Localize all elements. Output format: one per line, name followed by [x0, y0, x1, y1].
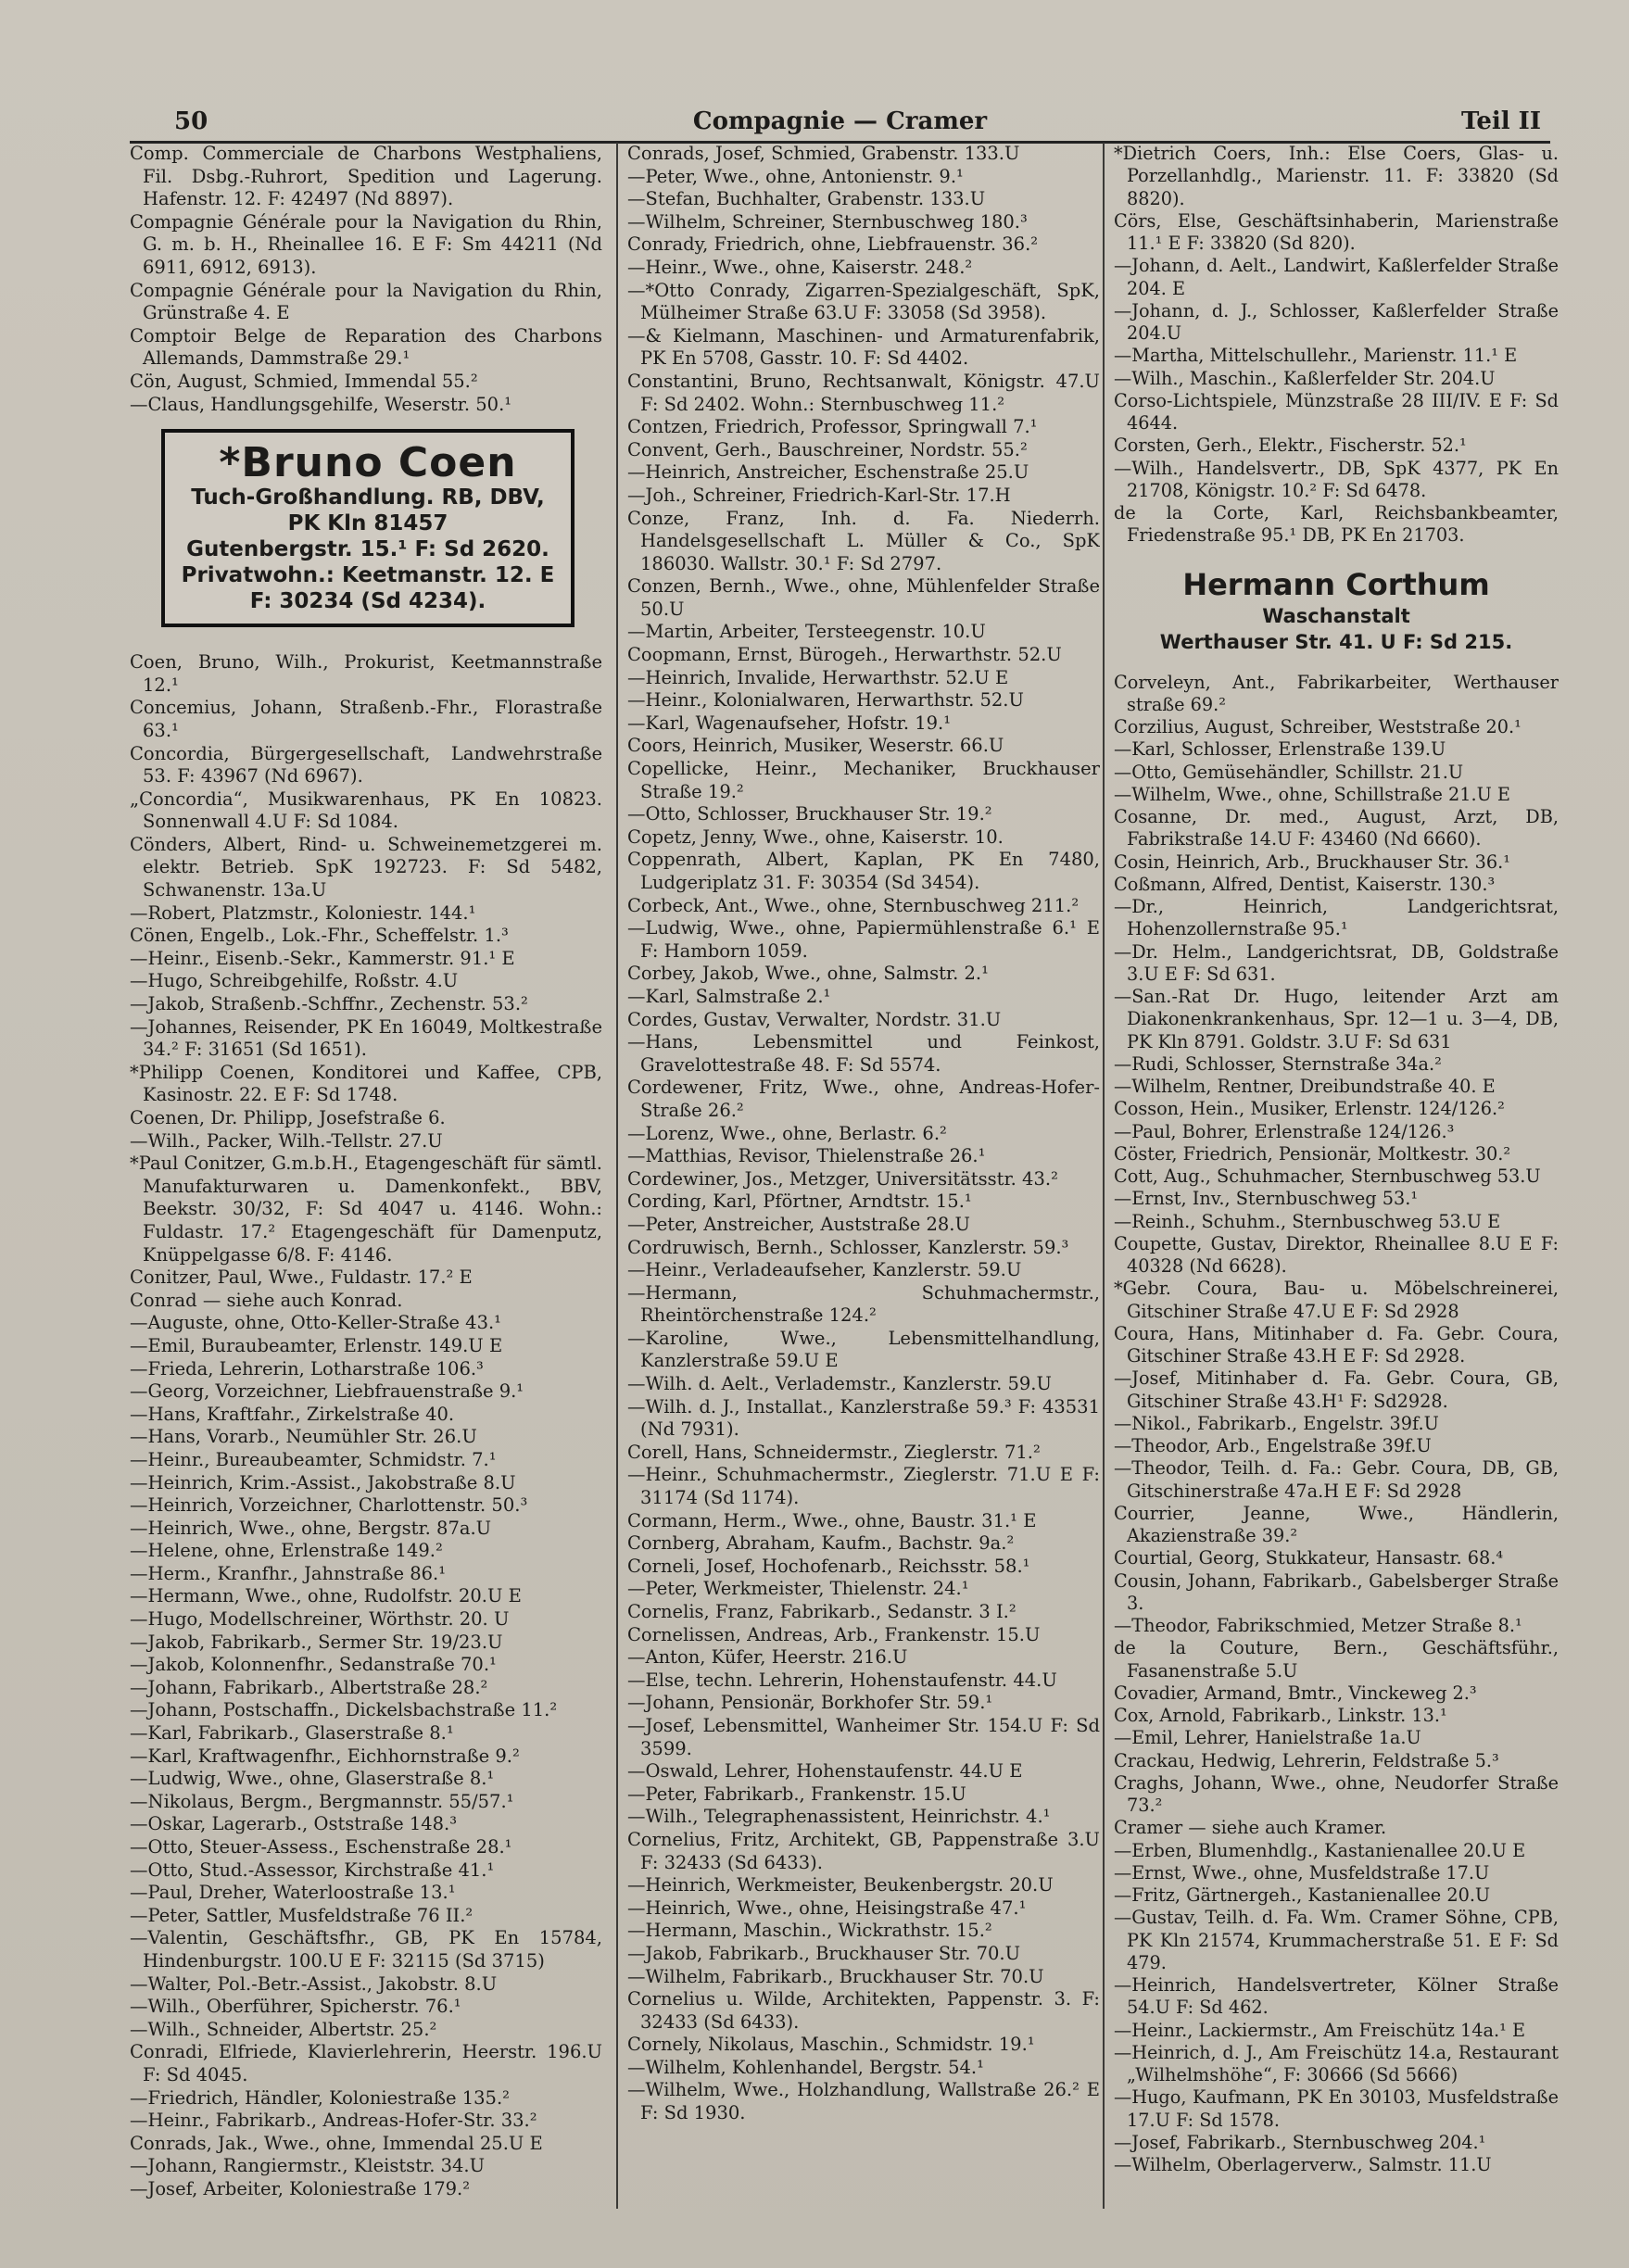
directory-entry: —Jakob, Fabrikarb., Sermer Str. 19/23.U: [130, 1631, 503, 1653]
directory-entry: —Wilh. d. Aelt., Verlademstr., Kanzlerstr. 59.U: [627, 1373, 1052, 1395]
directory-entry: —Reinh., Schuhm., Sternbuschweg 53.U E: [1114, 1210, 1501, 1232]
directory-entry: —Wilh., Oberführer, Spicherstr. 76.¹: [130, 1996, 461, 2018]
directory-entry: Cordewener, Fritz, Wwe., ohne, Andreas-Hofer-Straße 26.²: [627, 1077, 1100, 1121]
directory-entry: Concordia, Bürgergesellschaft, Landwehrstraße 53. F: 43967 (Nd 6967).: [130, 742, 602, 788]
directory-entry: —Wilhelm, Rentner, Dreibundstraße 40. E: [1114, 1076, 1496, 1097]
directory-entry: —Oskar, Lagerarb., Oststraße 148.³: [130, 1813, 458, 1835]
directory-entry: Coopmann, Ernst, Bürogeh., Herwarthstr. 52.U: [627, 644, 1062, 666]
directory-entry: Conrads, Jak., Wwe., ohne, Immendal 25.U E: [130, 2132, 543, 2154]
directory-entry: —Friedrich, Händler, Koloniestraße 135.²: [130, 2086, 510, 2109]
directory-entry: —Lorenz, Wwe., ohne, Berlastr. 6.²: [627, 1122, 947, 1144]
directory-entry: —Otto, Gemüsehändler, Schillstr. 21.U: [1114, 761, 1464, 783]
directory-entry: Cosanne, Dr. med., August, Arzt, DB, Fabrikstraße 14.U F: 43460 (Nd 6660).: [1114, 806, 1559, 850]
directory-entry: Cormann, Herm., Wwe., ohne, Baustr. 31.¹ E: [627, 1509, 1037, 1531]
page-number: 50: [174, 107, 208, 135]
directory-entry: —Josef, Fabrikarb., Sternbuschweg 204.¹: [1114, 2131, 1486, 2153]
directory-entry: —*Otto Conrady, Zigarren-Spezialgeschäft, SpK, Mülheimer Straße 63.U F: 33058 (Sd 3958).: [627, 279, 1100, 324]
directory-entry: Cornberg, Abraham, Kaufm., Bachstr. 9a.²: [627, 1532, 1015, 1555]
directory-entry: Cornelius u. Wilde, Architekten, Pappenstr. 3. F: 32433 (Sd 6433).: [627, 1988, 1100, 2033]
directory-entry: *Philipp Coenen, Konditorei und Kaffee, CPB, Kasinostr. 22. E F: Sd 1748.: [130, 1061, 602, 1106]
directory-entry: *Dietrich Coers, Inh.: Else Coers, Glas- u. Porzellanhdlg., Marienstr. 11. F: 33820 (Sd 8820).: [1114, 143, 1559, 209]
hermann-corthum-advertisement: [1114, 566, 1559, 655]
running-header: [130, 104, 1550, 144]
directory-entry: —Johann, Postschaffn., Dickelsbachstraße 11.²: [130, 1699, 558, 1721]
directory-entry: Constantini, Bruno, Rechtsanwalt, Königstr. 47.U F: Sd 2402. Wohn.: Sternbuschweg 11.²: [627, 370, 1100, 415]
directory-entry: —Karl, Fabrikarb., Glaserstraße 8.¹: [130, 1722, 454, 1745]
column-3: [1103, 143, 1559, 2209]
directory-entry: —Wilh., Maschin., Kaßlerfelder Str. 204.U: [1114, 367, 1496, 389]
directory-entry: —Karl, Kraftwagenfhr., Eichhornstraße 9.²: [130, 1745, 520, 1767]
directory-entry: —Otto, Stud.-Assessor, Kirchstraße 41.¹: [130, 1858, 495, 1881]
directory-entry: —Heinrich, Werkmeister, Beukenbergstr. 20.U: [627, 1874, 1054, 1896]
directory-entry: Coppenrath, Albert, Kaplan, PK En 7480, Ludgeriplatz 31. F: 30354 (Sd 3454).: [627, 849, 1100, 893]
directory-entry: —Heinr., Lackiermstr., Am Freischütz 14a.¹ E: [1114, 2019, 1526, 2041]
directory-entry: —Heinr., Wwe., ohne, Kaiserstr. 248.²: [627, 256, 973, 278]
directory-entry: —Peter, Werkmeister, Thielenstr. 24.¹: [627, 1578, 969, 1600]
directory-entry: —Fritz, Gärtnergeh., Kastanienallee 20.U: [1114, 1884, 1491, 1906]
directory-entry: Contzen, Friedrich, Professor, Springwall 7.¹: [627, 416, 1038, 438]
directory-entry: Corsten, Gerh., Elektr., Fischerstr. 52.¹: [1114, 435, 1467, 457]
directory-entry: —Martha, Mittelschullehr., Marienstr. 11.¹ E: [1114, 345, 1518, 367]
directory-entry: Cönen, Engelb., Lok.-Fhr., Scheffelstr. 1.³: [130, 925, 509, 947]
directory-entry: —Heinrich, Handelsvertreter, Kölner Straße 54.U F: Sd 462.: [1114, 1974, 1559, 2019]
directory-entry: —Hans, Lebensmittel und Feinkost, Gravelottestraße 48. F: Sd 5574.: [627, 1031, 1100, 1076]
directory-entry: —Wilhelm, Schreiner, Sternbuschweg 180.³: [627, 210, 1028, 233]
directory-entry: —Johannes, Reisender, PK En 16049, Moltkestraße 34.² F: 31651 (Sd 1651).: [130, 1015, 602, 1061]
directory-entry: —Gustav, Teilh. d. Fa. Wm. Cramer Söhne, CPB, PK Kln 21574, Krummacherstraße 51. E F: Sd 479.: [1114, 1907, 1559, 1973]
directory-entry: —Walter, Pol.-Betr.-Assist., Jakobstr. 8.U: [130, 1972, 498, 1995]
directory-entry: —Peter, Sattler, Musfeldstraße 76 II.²: [130, 1904, 474, 1926]
directory-entry: Conrads, Josef, Schmied, Grabenstr. 133.U: [627, 143, 1020, 164]
directory-entry: —Emil, Lehrer, Hanielstraße 1a.U: [1114, 1727, 1421, 1749]
directory-entry: —Wilhelm, Kohlenhandel, Bergstr. 54.¹: [627, 2056, 984, 2078]
directory-entry: —Wilh., Schneider, Albertstr. 25.²: [130, 2018, 437, 2040]
directory-entry: Cornelis, Franz, Fabrikarb., Sedanstr. 3 I.²: [627, 1601, 1017, 1622]
ad-title: *Bruno Coen: [219, 439, 517, 487]
directory-entry: —Helene, ohne, Erlenstraße 149.²: [130, 1540, 443, 1562]
directory-entry: —Johann, Rangiermstr., Kleiststr. 34.U: [130, 2155, 486, 2177]
directory-entry: —Herm., Kranfhr., Jahnstraße 86.¹: [130, 1562, 447, 1584]
directory-entry: Coen, Bruno, Wilh., Prokurist, Keetmannstraße 12.¹: [130, 651, 602, 696]
directory-entry: de la Corte, Karl, Reichsbankbeamter, Friedenstraße 95.¹ DB, PK En 21703.: [1114, 502, 1559, 547]
directory-entry: Corveleyn, Ant., Fabrikarbeiter, Werthauser straße 69.²: [1114, 671, 1559, 715]
directory-entry: —Peter, Wwe., ohne, Antonienstr. 9.¹: [627, 165, 964, 187]
directory-entry: —Heinrich, Wwe., ohne, Bergstr. 87a.U: [130, 1517, 492, 1539]
directory-entry: Conze, Franz, Inh. d. Fa. Niederrh. Handelsgesellschaft L. Müller & Co., SpK 186030. Wallstr. 30.¹ F: Sd 2797.: [627, 507, 1100, 574]
directory-entry: —Hans, Kraftfahr., Zirkelstraße 40.: [130, 1403, 455, 1425]
directory-entry: —Nikol., Fabrikarb., Engelstr. 39f.U: [1114, 1412, 1439, 1434]
directory-entry: —Theodor, Arb., Engelstraße 39f.U: [1114, 1435, 1432, 1456]
directory-entry: —Ludwig, Wwe., ohne, Glaserstraße 8.¹: [130, 1768, 495, 1790]
directory-entry: —Hugo, Modellschreiner, Wörthstr. 20. U: [130, 1608, 510, 1631]
directory-entry: —Hugo, Kaufmann, PK En 30103, Musfeldstraße 17.U F: Sd 1578.: [1114, 2086, 1559, 2131]
directory-entry: Corbeck, Ant., Wwe., ohne, Sternbuschweg 211.²: [627, 894, 1080, 916]
directory-entry: Copetz, Jenny, Wwe., ohne, Kaiserstr. 10.: [627, 825, 1004, 848]
directory-entry: —Karoline, Wwe., Lebensmittelhandlung, Kanzlerstraße 59.U E: [627, 1327, 1100, 1372]
directory-entry: —Stefan, Buchhalter, Grabenstr. 133.U: [627, 188, 986, 210]
directory-entry: Coura, Hans, Mitinhaber d. Fa. Gebr. Coura, Gitschiner Straße 43.H E F: Sd 2928.: [1114, 1322, 1559, 1367]
directory-entry: —Dr., Heinrich, Landgerichtsrat, Hohenzollernstraße 95.¹: [1114, 896, 1559, 940]
directory-entry: —Matthias, Revisor, Thielenstraße 26.¹: [627, 1145, 986, 1167]
directory-entry: *Gebr. Coura, Bau- u. Möbelschreinerei, Gitschiner Straße 47.U E F: Sd 2928: [1114, 1278, 1559, 1322]
directory-entry: —Hermann, Maschin., Wickrathstr. 15.²: [627, 1920, 992, 1942]
directory-entry: Courrier, Jeanne, Wwe., Händlerin, Akazienstraße 39.²: [1114, 1502, 1559, 1546]
ad-line: Tuch-Großhandlung. RB, DBV,: [191, 485, 545, 510]
directory-entry: —Wilhelm, Wwe., ohne, Schillstraße 21.U E: [1114, 783, 1510, 805]
directory-entry: —Georg, Vorzeichner, Liebfrauenstraße 9.¹: [130, 1380, 524, 1403]
column-1: [130, 143, 602, 2201]
directory-entry: —Heinr., Schuhmachermstr., Zieglerstr. 71.U E F: 31174 (Sd 1174).: [627, 1464, 1100, 1509]
directory-entry: Cönders, Albert, Rind- u. Schweinemetzgerei m. elektr. Betrieb. SpK 192723. F: Sd 5482, Schwanenstr. 13a.U: [130, 833, 602, 901]
directory-entry: Coßmann, Alfred, Dentist, Kaiserstr. 130.³: [1114, 873, 1496, 895]
directory-entry: Copellicke, Heinr., Mechaniker, Bruckhauser Straße 19.²: [627, 758, 1100, 802]
directory-entry: —Peter, Anstreicher, Auststraße 28.U: [627, 1213, 970, 1235]
directory-entry: —Else, techn. Lehrerin, Hohenstaufenstr. 44.U: [627, 1669, 1057, 1691]
directory-entry: —Frieda, Lehrerin, Lotharstraße 106.³: [130, 1357, 484, 1380]
directory-entry: Cornelius, Fritz, Architekt, GB, Pappenstraße 3.U F: 32433 (Sd 6433).: [627, 1828, 1100, 1873]
directory-entry: —Valentin, Geschäftsfhr., GB, PK En 15784, Hindenburgstr. 100.U E F: 32115 (Sd 3715): [130, 1927, 602, 1972]
ad-line: F: 30234 (Sd 4234).: [249, 589, 486, 614]
ad-line: Waschanstalt: [1262, 604, 1410, 627]
directory-entry: —Hermann, Wwe., ohne, Rudolfstr. 20.U E: [130, 1585, 522, 1607]
directory-entry: —Karl, Wagenaufseher, Hofstr. 19.¹: [627, 712, 952, 734]
directory-entry: Convent, Gerh., Bauschreiner, Nordstr. 55.²: [627, 438, 1028, 460]
directory-entry: —Joh., Schreiner, Friedrich-Karl-Str. 17.H: [627, 484, 1011, 506]
directory-entry: —Rudi, Schlosser, Sternstraße 34a.²: [1114, 1052, 1442, 1075]
directory-entry: —Otto, Steuer-Assess., Eschenstraße 28.¹: [130, 1836, 512, 1858]
directory-entry: —Heinrich, Anstreicher, Eschenstraße 25.U: [627, 461, 1029, 484]
directory-entry: —Hugo, Schreibgehilfe, Roßstr. 4.U: [130, 970, 459, 992]
directory-entry: Coupette, Gustav, Direktor, Rheinallee 8.U E F: 40328 (Nd 6628).: [1114, 1232, 1559, 1277]
directory-entry: —Wilhelm, Wwe., Holzhandlung, Wallstraße 26.² E F: Sd 1930.: [627, 2079, 1100, 2124]
directory-entry: —Heinr., Bureaubeamter, Schmidstr. 7.¹: [130, 1448, 497, 1470]
ad-line: Privatwohn.: Keetmanstr. 12. E: [181, 563, 555, 588]
directory-entry: —Heinrich, d. J., Am Freischütz 14.a, Restaurant „Wilhelmshöhe“, F: 30666 (Sd 5666): [1114, 2041, 1559, 2085]
directory-entry: Coenen, Dr. Philipp, Josefstraße 6.: [130, 1107, 446, 1128]
directory-entry: —Ernst, Wwe., ohne, Musfeldstraße 17.U: [1114, 1861, 1490, 1884]
directory-entry: Conrady, Friedrich, ohne, Liebfrauenstr. 36.²: [627, 233, 1039, 256]
directory-entry: —Wilh. d. J., Installat., Kanzlerstraße 59.³ F: 43531 (Nd 7931).: [627, 1395, 1100, 1441]
directory-entry: Cramer — siehe auch Kramer.: [1114, 1817, 1387, 1839]
directory-entry: —Wilhelm, Fabrikarb., Bruckhauser Str. 70.U: [627, 1965, 1044, 1987]
directory-entry: —Johann, d. J., Schlosser, Kaßlerfelder Straße 204.U: [1114, 299, 1559, 344]
directory-entry: —Anton, Küfer, Heerstr. 216.U: [627, 1646, 908, 1669]
directory-entry: Craghs, Johann, Wwe., ohne, Neudorfer Straße 73.²: [1114, 1771, 1559, 1816]
directory-entry: de la Couture, Bern., Geschäftsführ., Fasanenstraße 5.U: [1114, 1637, 1559, 1682]
ad-title: Hermann Corthum: [1182, 566, 1490, 602]
directory-entry: —Nikolaus, Bergm., Bergmannstr. 55/57.¹: [130, 1790, 514, 1812]
directory-entry: Courtial, Georg, Stukkateur, Hansastr. 68.⁴: [1114, 1547, 1504, 1569]
directory-entry: —Johann, Pensionär, Borkhofer Str. 59.¹: [627, 1692, 993, 1714]
directory-entry: Comptoir Belge de Reparation des Charbons Allemands, Dammstraße 29.¹: [130, 324, 602, 370]
directory-entry: —Heinr., Verladeaufseher, Kanzlerstr. 59.U: [627, 1259, 1022, 1281]
directory-entry: Cosson, Hein., Musiker, Erlenstr. 124/126.²: [1114, 1098, 1505, 1120]
directory-entry: Comp. Commerciale de Charbons Westphaliens, Fil. Dsbg.-Ruhrort, Spedition und Lagerung. Hafenstr. 12. F: 42497 (Nd 8897).: [130, 143, 602, 210]
directory-entry: —Karl, Schlosser, Erlenstraße 139.U: [1114, 738, 1446, 761]
directory-entry: —Paul, Dreher, Waterloostraße 13.¹: [130, 1882, 456, 1904]
directory-entry: —Erben, Blumenhdlg., Kastanienallee 20.U E: [1114, 1839, 1526, 1861]
directory-entry: Compagnie Générale pour la Navigation du Rhin, Grünstraße 4. E: [130, 279, 602, 324]
directory-entry: Cording, Karl, Pförtner, Arndtstr. 15.¹: [627, 1191, 972, 1213]
directory-entry: —Dr. Helm., Landgerichtsrat, DB, Goldstraße 3.U E F: Sd 631.: [1114, 940, 1559, 985]
directory-entry: —Martin, Arbeiter, Tersteegenstr. 10.U: [627, 621, 986, 643]
directory-entry: Conradi, Elfriede, Klavierlehrerin, Heerstr. 196.U F: Sd 4045.: [130, 2041, 602, 2085]
directory-entry: Cosin, Heinrich, Arb., Bruckhauser Str. 36.¹: [1114, 850, 1510, 873]
directory-entry: Cön, August, Schmied, Immendal 55.²: [130, 370, 478, 392]
directory-entry: —Wilh., Telegraphenassistent, Heinrichstr. 4.¹: [627, 1806, 1051, 1828]
ad-line: Werthauser Str. 41. U F: Sd 215.: [1159, 630, 1513, 653]
directory-entry: Cörs, Else, Geschäftsinhaberin, Marienstraße 11.¹ E F: 33820 (Sd 820).: [1114, 209, 1559, 254]
directory-entry: —Josef, Arbeiter, Koloniestraße 179.²: [130, 2177, 471, 2199]
directory-entry: —Peter, Fabrikarb., Frankenstr. 15.U: [627, 1783, 966, 1805]
directory-entry: Corneli, Josef, Hochofenarb., Reichsstr. 58.¹: [627, 1555, 1030, 1577]
directory-entry: —Heinr., Fabrikarb., Andreas-Hofer-Str. 33.²: [130, 2110, 537, 2132]
directory-entry: Compagnie Générale pour la Navigation du Rhin, G. m. b. H., Rheinallee 16. E F: Sm 44211 (Nd 6911, 6912, 6913).: [130, 210, 602, 278]
directory-entry: —Jakob, Straßenb.-Schffnr., Zechenstr. 53.²: [130, 993, 528, 1015]
directory-entry: —Paul, Bohrer, Erlenstraße 124/126.³: [1114, 1120, 1455, 1142]
directory-entry: Cordewiner, Jos., Metzger, Universitätsstr. 43.²: [627, 1167, 1058, 1190]
directory-entry: *Paul Conitzer, G.m.b.H., Etagengeschäft für sämtl. Manufakturwaren u. Damenkonfekt., BBV, Beekstr. 30/32, F: Sd 4047 u. 4146. Wohn.: Fuldastr. 17.² Etagengeschäft für Damenputz, Knüppelgasse 6/8. F: 4146.: [130, 1153, 602, 1266]
directory-entry: —Karl, Salmstraße 2.¹: [627, 985, 831, 1007]
directory-entry: Cox, Arnold, Fabrikarb., Linkstr. 13.¹: [1114, 1705, 1447, 1726]
directory-entry: Cordruwisch, Bernh., Schlosser, Kanzlerstr. 59.³: [627, 1236, 1069, 1258]
part-label: Teil II: [1460, 107, 1541, 135]
directory-entry: —Heinrich, Vorzeichner, Charlottenstr. 50.³: [130, 1494, 528, 1517]
directory-entry: —Claus, Handlungsgehilfe, Weserstr. 50.¹: [130, 393, 512, 415]
directory-entry: —Johann, d. Aelt., Landwirt, Kaßlerfelder Straße 204. E: [1114, 255, 1559, 299]
directory-entry: Covadier, Armand, Bmtr., Vinckeweg 2.³: [1114, 1682, 1477, 1704]
directory-entry: —Theodor, Fabrikschmied, Metzer Straße 8.¹: [1114, 1615, 1522, 1636]
directory-entry: Coors, Heinrich, Musiker, Weserstr. 66.U: [627, 735, 1004, 757]
directory-entry: Cousin, Johann, Fabrikarb., Gabelsberger Straße 3.: [1114, 1569, 1559, 1614]
directory-entry: —Heinrich, Krim.-Assist., Jakobstraße 8.U: [130, 1471, 516, 1493]
directory-entry: Corso-Lichtspiele, Münzstraße 28 III/IV. E F: Sd 4644.: [1114, 389, 1559, 434]
directory-entry: Concemius, Johann, Straßenb.-Fhr., Florastraße 63.¹: [130, 697, 602, 741]
bruno-coen-advertisement: [161, 429, 575, 627]
directory-entry: Cott, Aug., Schuhmacher, Sternbuschweg 53.U: [1114, 1166, 1541, 1187]
running-title: Compagnie — Cramer: [692, 107, 988, 135]
directory-entry: Corell, Hans, Schneidermstr., Zieglerstr. 71.²: [627, 1441, 1041, 1463]
directory-entry: —Emil, Buraubeamter, Erlenstr. 149.U E: [130, 1334, 503, 1356]
column-2: [616, 143, 1100, 2209]
directory-entry: —Wilh., Packer, Wilh.-Tellstr. 27.U: [130, 1129, 443, 1152]
directory-entry: —Oswald, Lehrer, Hohenstaufenstr. 44.U E: [627, 1760, 1023, 1783]
directory-entry: Conrad — siehe auch Konrad.: [130, 1289, 403, 1311]
directory-entry: „Concordia“, Musikwarenhaus, PK En 10823. Sonnenwall 4.U F: Sd 1084.: [130, 788, 602, 833]
directory-entry: —& Kielmann, Maschinen- und Armaturenfabrik, PK En 5708, Gasstr. 10. F: Sd 4402.: [627, 324, 1100, 370]
directory-entry: Conzen, Bernh., Wwe., ohne, Mühlenfelder Straße 50.U: [627, 575, 1100, 620]
directory-entry: —Jakob, Fabrikarb., Bruckhauser Str. 70.U: [627, 1942, 1021, 1964]
directory-entry: —Ernst, Inv., Sternbuschweg 53.¹: [1114, 1188, 1419, 1210]
directory-entry: —Wilh., Handelsvertr., DB, SpK 4377, PK En 21708, Königstr. 10.² F: Sd 6478.: [1114, 457, 1559, 501]
directory-entry: Cornely, Nikolaus, Maschin., Schmidstr. 19.¹: [627, 2034, 1035, 2056]
directory-entry: —San.-Rat Dr. Hugo, leitender Arzt am Diakonenkrankenhaus, Spr. 12—1 u. 3—4, DB, PK Kln 8791. Goldstr. 3.U F: Sd 631: [1114, 986, 1559, 1052]
directory-entry: Crackau, Hedwig, Lehrerin, Feldstraße 5.³: [1114, 1749, 1499, 1771]
directory-entry: Cordes, Gustav, Verwalter, Nordstr. 31.U: [627, 1008, 1002, 1030]
directory-entry: —Heinr., Eisenb.-Sekr., Kammerstr. 91.¹ E: [130, 947, 515, 969]
directory-entry: —Jakob, Kolonnenfhr., Sedanstraße 70.¹: [130, 1654, 497, 1676]
directory-entry: —Josef, Mitinhaber d. Fa. Gebr. Coura, GB, Gitschiner Straße 43.H¹ F: Sd2928.: [1114, 1367, 1559, 1412]
directory-entry: —Otto, Schlosser, Bruckhauser Str. 19.²: [627, 803, 992, 825]
directory-entry: —Auguste, ohne, Otto-Keller-Straße 43.¹: [130, 1312, 501, 1334]
ad-line: PK Kln 81457: [287, 511, 448, 536]
directory-entry: —Josef, Lebensmittel, Wanheimer Str. 154.U F: Sd 3599.: [627, 1714, 1100, 1759]
ad-line: Gutenbergstr. 15.¹ F: Sd 2620.: [186, 537, 549, 562]
directory-entry: —Heinr., Kolonialwaren, Herwarthstr. 52.U: [627, 689, 1024, 712]
directory-entry: —Johann, Fabrikarb., Albertstraße 28.²: [130, 1676, 488, 1698]
directory-entry: —Hans, Vorarb., Neumühler Str. 26.U: [130, 1426, 477, 1448]
directory-entry: —Theodor, Teilh. d. Fa.: Gebr. Coura, DB, GB, Gitschinerstraße 47a.H E F: Sd 2928: [1114, 1457, 1559, 1502]
directory-entry: Cornelissen, Andreas, Arb., Frankenstr. 15.U: [627, 1623, 1041, 1645]
directory-entry: —Hermann, Schuhmachermstr., Rheintörchenstraße 124.²: [627, 1281, 1100, 1327]
directory-entry: Corzilius, August, Schreiber, Weststraße 20.¹: [1114, 716, 1522, 737]
directory-entry: Conitzer, Paul, Wwe., Fuldastr. 17.² E: [130, 1266, 473, 1289]
directory-entry: —Ludwig, Wwe., ohne, Papiermühlenstraße 6.¹ E F: Hamborn 1059.: [627, 917, 1100, 962]
directory-entry: Cöster, Friedrich, Pensionär, Moltkestr. 30.²: [1114, 1142, 1511, 1165]
directory-entry: —Heinrich, Invalide, Herwarthstr. 52.U E: [627, 666, 1009, 688]
directory-entry: —Robert, Platzmstr., Koloniestr. 144.¹: [130, 901, 476, 924]
directory-entry: —Heinrich, Wwe., ohne, Heisingstraße 47.¹: [627, 1896, 1027, 1919]
directory-entry: Corbey, Jakob, Wwe., ohne, Salmstr. 2.¹: [627, 963, 989, 985]
directory-entry: —Wilhelm, Oberlagerverw., Salmstr. 11.U: [1114, 2154, 1492, 2175]
